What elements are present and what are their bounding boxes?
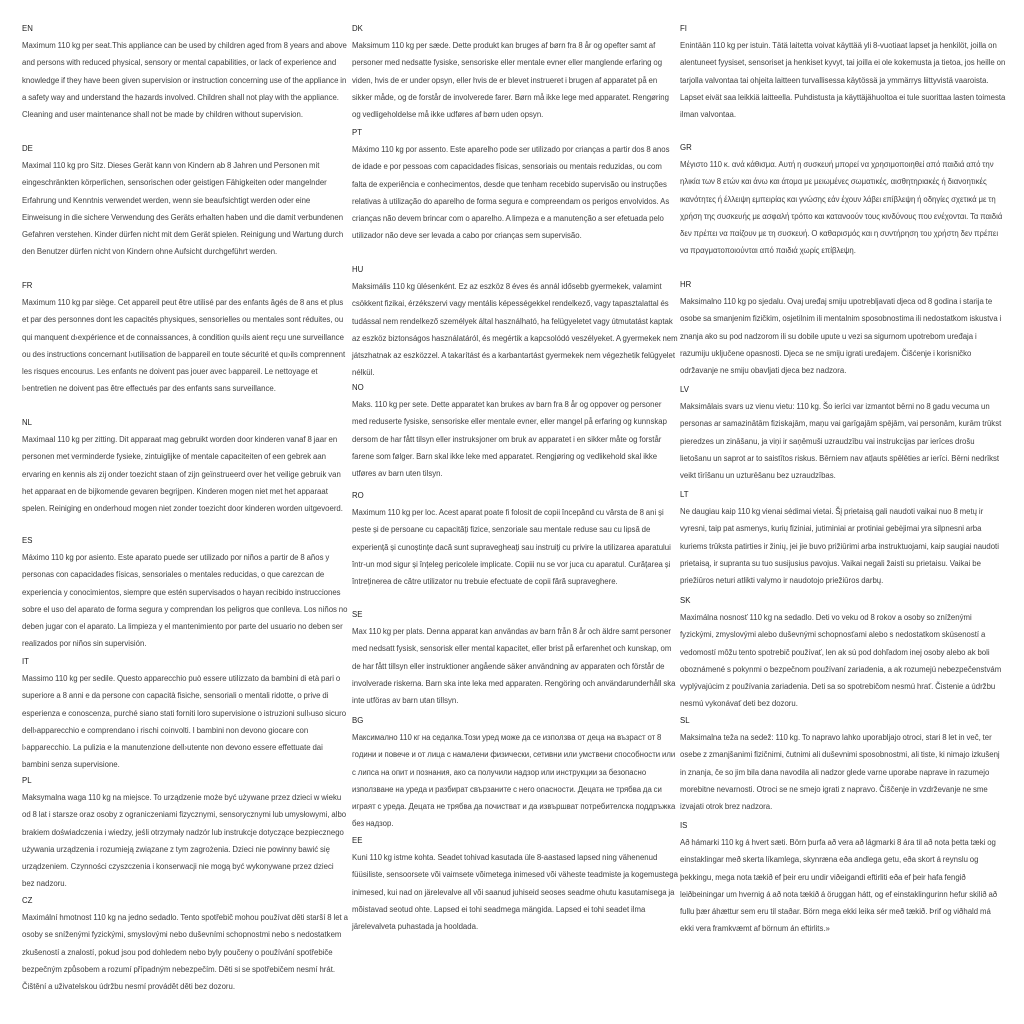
- column-2: [352, 0, 678, 1024]
- language-code: IS: [680, 821, 688, 830]
- language-code: BG: [352, 716, 364, 725]
- section-it: [22, 653, 348, 774]
- section-hu: [352, 261, 678, 382]
- language-code: DE: [22, 144, 33, 153]
- language-code: NO: [352, 383, 364, 392]
- warning-text: Maksimalna teža na sedež: 110 kg. To napravo lahko uporabljajo otroci, stari 8 let in več, ter osebe z zmanjšanimi fizičnimi, čutnimi ali duševnimi sposobnostmi, ali tiste, ki nimajo izkušenj in znanja, če so jim bila dana navodila ali nadzor glede varne uporabe naprave in razumejo morebitne nevarnosti. Otroci se ne smejo igrati z napravo. Čiščenje in vzdrževanje ne sme izvajati otrok brez nadzora.: [680, 733, 1000, 812]
- section-en: [22, 20, 348, 123]
- section-lv: [680, 381, 1006, 484]
- section-bg: [352, 712, 678, 833]
- language-code: LV: [680, 385, 689, 394]
- section-nl: [22, 414, 348, 517]
- section-sk: [680, 592, 1006, 713]
- section-ro: [352, 487, 678, 590]
- language-code: GR: [680, 143, 692, 152]
- language-code: HR: [680, 280, 692, 289]
- section-pt: [352, 124, 678, 245]
- language-code: DK: [352, 24, 363, 33]
- warning-text: Maksimalno 110 kg po sjedalu. Ovaj uređaj smiju upotrebljavati djeca od 8 godina i starija te osobe sa smanjenim fizičkim, osjetilnim ili mentalnim sposobnostima ili nedostatkom iskustva i znanja ako su pod nadzorom ili su dobile upute u vezi sa sigurnom upotrebom uređaja i razumiju uključene opasnosti. Djeca se ne smiju igrati uređajem. Čišćenje i korisničko održavanje ne smiju obavljati djeca bez nadzora.: [680, 297, 1002, 376]
- warning-text: Máximo 110 kg por asiento. Este aparato puede ser utilizado por niños a partir de 8 años y personas con capacidades físicas, sensoriales o mentales reducidas, o que carezcan de experiencia y conocimientos, siempre que estén supervisados o hayan recibido instrucciones sobre el uso del aparato de forma segura y comprendan los peligros que conlleva. Los niños no deben jugar con el aparato. La limpieza y el mantenimiento por parte del usuario no deben ser realizados por niños sin supervisión.: [22, 553, 348, 649]
- warning-text: Maksimális 110 kg ülésenként. Ez az eszköz 8 éves és annál idősebb gyermekek, valamint csökkent fizikai, érzékszervi vagy mentális képességekkel rendelkező, vagy tapasztalattal és tudással nem rendelkező személyek által használható, ha felügyeletet vagy útmutatást kaptak az eszköz biztonságos használatáról, és megértik a kapcsolódó veszélyeket. A gyermekek nem játszhatnak az eszközzel. A takarítást és a karbantartást gyermekek nem végezhetik felügyelet nélkül.: [352, 282, 678, 378]
- warning-text: Máximo 110 kg por assento. Este aparelho pode ser utilizado por crianças a partir dos 8 anos de idade e por pessoas com capacidades físicas, sensoriais ou mentais reduzidas, ou com falta de experiência e conhecimentos, desde que tenham recebido supervisão ou instruções relativas à utilização do aparelho de forma segura e compreendam os perigos envolvidos. As crianças não devem brincar com o aparelho. A limpeza e a manutenção a ser efetuada pelo utilizador não deve ser levada a cabo por crianças sem supervisão.: [352, 145, 670, 241]
- warning-text: Maksimālais svars uz vienu vietu: 110 kg. Šo ierīci var izmantot bērni no 8 gadu vecuma un personas ar samazinātām fiziskajām, maņu vai garīgajām spējām, vai personām, kurām trūkst pieredzes un zināšanu, ja viņi ir saņēmuši uzraudzību vai instrukcijas par ierīces drošu lietošanu un saprot ar to saistītos riskus. Bērniem nav atļauts spēlēties ar ierīci. Bērni nedrīkst veikt tīrīšanu un uzturēšanu bez uzraudzības.: [680, 402, 1002, 481]
- language-code: PL: [22, 776, 32, 785]
- language-code: EE: [352, 836, 363, 845]
- section-lt: [680, 486, 1006, 589]
- section-no: [352, 379, 678, 482]
- section-dk: [352, 20, 678, 123]
- warning-text: Ne daugiau kaip 110 kg vienai sėdimai vietai. Šį prietaisą gali naudoti vaikai nuo 8 metų ir vyresni, taip pat asmenys, kurių fiziniai, jutiminiai ar protiniai gebėjimai yra silpnesni arba kuriems trūksta patirties ir žinių, jei jie buvo prižiūrimi arba instruktuojami, kaip saugiai naudoti prietaisą, ir supranta su tuo susijusius pavojus. Vaikai negali žaisti su prietaisu. Vaikai be priežiūros neturi atlikti valymo ir naudotojo priežiūros darbų.: [680, 507, 999, 586]
- language-code: ES: [22, 536, 33, 545]
- warning-text: Μέγιστο 110 κ. ανά κάθισμα. Αυτή η συσκευή μπορεί να χρησιμοποιηθεί από παιδιά από την ηλικία των 8 ετών και άνω και άτομα με μειωμένες σωματικές, αισθητηριακές ή διανοητικές ικανότητες ή έλλειψη εμπειρίας και γνώσης εάν έχουν λάβει επίβλεψη ή οδηγίες σχετικά με τη χρήση της συσκευής με ασφαλή τρόπο και κατανοούν τους κινδύνους που ενέχονται. Τα παιδιά δεν πρέπει να παίζουν με τη συσκευή. Ο καθαρισμός και η συντήρηση του χρήστη δεν πρέπει να πραγματοποιούνται από παιδιά χωρίς επίβλεψη.: [680, 160, 1003, 256]
- language-code: CZ: [22, 896, 33, 905]
- section-fr: [22, 277, 348, 398]
- language-code: FI: [680, 24, 687, 33]
- warning-text: Maksymalna waga 110 kg na miejsce. To urządzenie może być używane przez dzieci w wieku od 8 lat i starsze oraz osoby z ograniczeniami fizycznymi, sensorycznymi lub umysłowymi, albo brakiem doświadczenia i wiedzy, jeśli otrzymały nadzór lub instrukcje dotyczące bezpiecznego używania urządzenia i rozumieją związane z tym zagrożenia. Dzieci nie powinny bawić się urządzeniem. Czynności czyszczenia i konserwacji nie mogą być wykonywane przez dzieci bez nadzoru.: [22, 793, 347, 889]
- warning-text: Maks. 110 kg per sete. Dette apparatet kan brukes av barn fra 8 år og oppover og personer med reduserte fysiske, sensoriske eller mentale evner, eller mangel på erfaring og kunnskap dersom de har fått tilsyn eller instruksjoner om bruk av apparatet i en sikker måte og forstår farene som følger. Barn skal ikke leke med apparatet. Rengjøring og vedlikehold skal ikke utføres av barn uten tilsyn.: [352, 400, 667, 479]
- language-code: EN: [22, 24, 33, 33]
- section-is: [680, 817, 1006, 938]
- language-code: SK: [680, 596, 691, 605]
- section-fi: [680, 20, 1006, 123]
- section-hr: [680, 276, 1006, 379]
- warning-text: Maximaal 110 kg per zitting. Dit apparaat mag gebruikt worden door kinderen vanaf 8 jaar en personen met verminderde fysieke, zintuiglijke of mentale capaciteiten of een gebrek aan ervaring en kennis als zij onder toezicht staan of zijn geïnstrueerd over het veilige gebruik van het apparaat en de bijkomende gevaren begrijpen. Kinderen mogen niet met het apparaat spelen. Reiniging en onderhoud mogen niet zonder toezicht door kinderen worden uitgevoerd.: [22, 435, 343, 514]
- warning-text: Максимално 110 кг на седалка.Този уред може да се използва от деца на възраст от 8 години и повече и от лица с намалени физически, сетивни или умствени способности или с липса на опит и познания, ако са получили надзор или инструкции за безопасно използване на уреда и разбират свързаните с него опасности. Децата не трябва да си играят с уреда. Децата не трябва да почистват и да извършват потребителска поддръжка без надзор.: [352, 733, 676, 829]
- language-code: LT: [680, 490, 689, 499]
- warning-text: Maximálna nosnosť 110 kg na sedadlo. Deti vo veku od 8 rokov a osoby so zníženými fyzickými, zmyslovými alebo duševnými schopnosťami alebo s nedostatkom skúseností a vedomostí môžu tento spotrebič používať, len ak sú pod dohľadom inej osoby alebo ak boli oboznámené s pokynmi o bezpečnom používaní zariadenia, a ak rozumejú nebezpečenstvám vyplývajúcim z používania zariadenia. Deti sa so spotrebičom nesmú hrať. Čistenie a údržbu nesmú vykonávať deti bez dozoru.: [680, 613, 1002, 709]
- section-cz: [22, 892, 348, 995]
- column-1: [22, 0, 348, 1024]
- section-pl: [22, 772, 348, 893]
- language-code: SE: [352, 610, 363, 619]
- section-es: [22, 532, 348, 653]
- language-code: RO: [352, 491, 364, 500]
- column-3: [680, 0, 1006, 1024]
- language-code: NL: [22, 418, 32, 427]
- section-se: [352, 606, 678, 709]
- language-code: SL: [680, 716, 690, 725]
- language-code: IT: [22, 657, 29, 666]
- warning-text: Kuni 110 kg istme kohta. Seadet tohivad kasutada üle 8-aastased lapsed ning vähenenud füüsiliste, sensoorsete või vaimsete võimetega inimesed või väheste teadmiste ja kogemustega inimesed, kui nad on järelevalve all või saanud juhiseid seoses seadme ohutu kasutamisega ja mõistavad seotud ohte. Lapsed ei tohi seadmega mängida. Lapsed ei tohi seadet ilma järelevalveta puhastada ja hooldada.: [352, 853, 678, 932]
- language-code: HU: [352, 265, 364, 274]
- warning-text: Enintään 110 kg per istuin. Tätä laitetta voivat käyttää yli 8-vuotiaat lapset ja henkilöt, joilla on alentuneet fyysiset, sensoriset ja henkiset kyvyt, tai joilla ei ole kokemusta ja tietoa, jos heille on tarjolla valvontaa tai ohjeita laitteen turvallisessa käytössä ja ymmärrys liittyvistä vaaroista. Lapset eivät saa leikkiä laitteella. Puhdistusta ja käyttäjähuoltoa ei tule suorittaa lasten toimesta ilman valvontaa.: [680, 41, 1006, 120]
- warning-text: Maximal 110 kg pro Sitz. Dieses Gerät kann von Kindern ab 8 Jahren und Personen mit eingeschränkten körperlichen, sensorischen oder geistigen Fähigkeiten oder mangelnder Erfahrung und Kenntnis verwendet werden, wenn sie beaufsichtigt werden oder eine Einweisung in die sichere Verwendung des Geräts erhalten haben und die damit verbundenen Gefahren verstehen. Kinder dürfen nicht mit dem Gerät spielen. Reinigung und Wartung durch den Benutzer dürfen nicht von Kindern ohne Aufsicht durchgeführt werden.: [22, 161, 344, 257]
- warning-text: Maximum 110 kg per seat.This appliance can be used by children aged from 8 years and above and persons with reduced physical, sensory or mental capabilities, or lack of experience and knowledge if they have been given supervision or instruction concerning use of the appliance in a safety way and understand the hazards involved. Children shall not play with the appliance. Cleaning and user maintenance shall not be made by children without supervision.: [22, 41, 347, 120]
- warning-text: Maximum 110 kg per loc. Acest aparat poate fi folosit de copii începând cu vârsta de 8 ani și peste și de persoane cu capacități fizice, senzoriale sau mentale reduse sau cu lipsă de experiență și cunoștințe dacă sunt supravegheați sau instruiți cu privire la utilizarea aparatului într-un mod sigur și înțeleg pericolele implicate. Copiii nu se vor juca cu aparatul. Curățarea și întreținerea de către utilizator nu trebuie efectuate de copii fără supraveghere.: [352, 508, 671, 587]
- warning-text: Maximální hmotnost 110 kg na jedno sedadlo. Tento spotřebič mohou používat děti starší 8 let a osoby se sníženými fyzickými, smyslovými nebo duševními schopnostmi nebo s nedostatkem zkušeností a znalostí, pokud jsou pod dohledem nebo byly poučeny o používání spotřebiče bezpečným způsobem a rozumí případným nebezpečím. Děti si se spotřebičem nesmí hrát. Čištění a uživatelskou údržbu nesmí provádět děti bez dozoru.: [22, 913, 348, 992]
- warning-text: Max 110 kg per plats. Denna apparat kan användas av barn från 8 år och äldre samt personer med nedsatt fysisk, sensorisk eller mental kapacitet, eller brist på erfarenhet och kunskap, om de har fått tillsyn eller instruktioner angående säker användning av apparaten och förstår de involverade riskerna. Barn ska inte leka med apparaten. Rengöring och användarunderhåll ska inte utföras av barn utan tillsyn.: [352, 627, 676, 706]
- section-ee: [352, 832, 678, 935]
- language-code: FR: [22, 281, 33, 290]
- section-de: [22, 140, 348, 261]
- language-code: PT: [352, 128, 362, 137]
- warning-text: Maximum 110 kg par siège. Cet appareil peut être utilisé par des enfants âgés de 8 ans et plus et par des personnes dont les capacités physiques, sensorielles ou mentales sont réduites, ou qui manquent d›expérience et de connaissances, à condition qu›ils aient reçu une surveillance ou des instructions concernant l›utilisation de l›appareil en toute sécurité et qu›ils comprennent les risques encourus. Les enfants ne doivent pas jouer avec l›appareil. Le nettoyage et l›entretien ne doivent pas être effectués par des enfants sans surveillance.: [22, 298, 346, 394]
- warning-text: Massimo 110 kg per sedile. Questo apparecchio può essere utilizzato da bambini di età pari o superiore a 8 anni e da persone con capacità fisiche, sensoriali o mentali ridotte, o prive di esperienza e conoscenza, purché siano stati forniti loro supervisione o istruzioni sull›uso sicuro dell›apparecchio e comprendano i rischi coinvolti. I bambini non devono giocare con l›apparecchio. La pulizia e la manutenzione dell›utente non devono essere effettuate dai bambini senza supervisione.: [22, 674, 347, 770]
- section-sl: [680, 712, 1006, 815]
- section-gr: [680, 139, 1006, 260]
- warning-text: Maksimum 110 kg per sæde. Dette produkt kan bruges af børn fra 8 år og opefter samt af personer med nedsatte fysiske, sensoriske eller mentale evner eller manglende erfaring og viden, hvis de er under opsyn, eller hvis de er blevet instrueret i brugen af apparatet på en sikker måde, og de forstår de involverede farer. Børn må ikke lege med apparatet. Rengøring og vedligeholdelse må ikke udføres af børn uden opsyn.: [352, 41, 669, 120]
- warning-text: Að hámarki 110 kg á hvert sæti. Börn þurfa að vera að lágmarki 8 ára til að nota þetta tæki og einstaklingar með skerta líkamlega, skynræna eða andlega getu, eða skort á reynslu og þekkingu, mega nota tækið ef þeir eru undir viðeigandi eftirliti eða ef þeir hafa fengið leiðbeiningar um hvernig á að nota tækið á öruggan hátt, og ef einstaklingurinn hefur skilið að fullu þær áhættur sem eru til staðar. Börn mega ekki leika sér með tækið. Þrif og viðhald má ekki vera framkvæmt af börnum án eftirlits.»: [680, 838, 998, 934]
